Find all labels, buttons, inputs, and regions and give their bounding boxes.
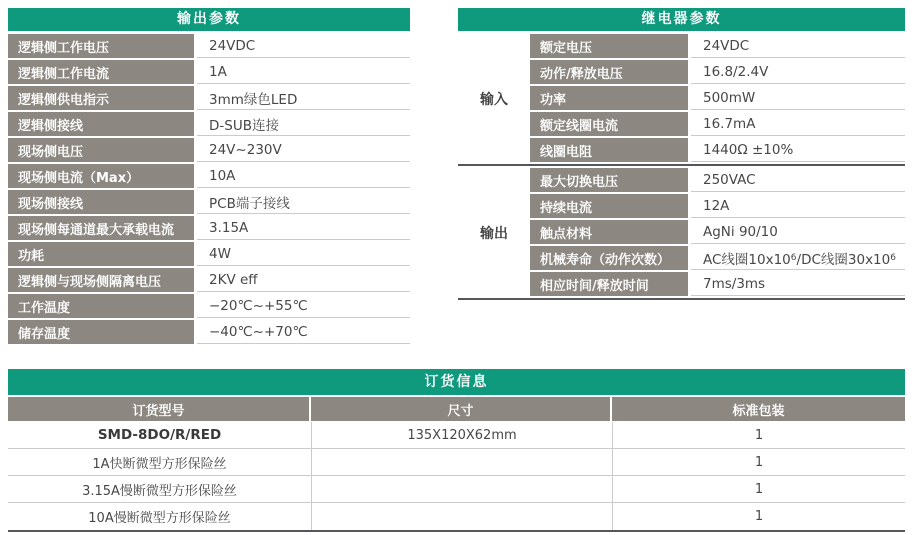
- param-value: 24VDC: [197, 34, 410, 58]
- param-value: 24V~230V: [197, 138, 410, 162]
- param-label: 相应时间/释放时间: [530, 272, 688, 296]
- value-part: AC线圈10x10: [703, 251, 791, 268]
- group-name: 输出: [458, 168, 530, 298]
- param-row: [8, 190, 410, 214]
- param-label: 功耗: [8, 242, 194, 266]
- column-header-model: 订货型号: [8, 397, 309, 421]
- param-row: [530, 138, 905, 162]
- ordering-columns-header: [8, 397, 905, 421]
- param-value: 2KV eff: [197, 268, 410, 292]
- param-label: 功率: [530, 86, 688, 110]
- param-value: 1440Ω ±10%: [691, 138, 905, 162]
- param-value: 3mm绿色LED: [197, 86, 410, 110]
- cell-package: 1: [612, 422, 905, 448]
- param-value: 1A: [197, 60, 410, 84]
- param-label: 逻辑侧供电指示: [8, 86, 194, 110]
- cell-package: 1: [612, 449, 905, 475]
- param-label: 现场侧每通道最大承载电流: [8, 216, 194, 240]
- output-params-table: [8, 8, 410, 346]
- param-row: [8, 138, 410, 162]
- group-name: 输入: [458, 34, 530, 164]
- group-rows: [530, 168, 905, 298]
- param-label: 最大切换电压: [530, 168, 688, 192]
- param-label: 逻辑侧工作电压: [8, 34, 194, 58]
- param-value: 7ms/3ms: [691, 272, 905, 296]
- param-value: 12A: [691, 194, 905, 218]
- cell-model: 1A快断微型方形保险丝: [92, 456, 227, 472]
- param-row: [530, 60, 905, 84]
- param-label: 线圈电阻: [530, 138, 688, 162]
- table-row: [8, 449, 905, 476]
- param-label: 持续电流: [530, 194, 688, 218]
- ordering-info-title: 订货信息: [8, 369, 905, 395]
- cell-model: 3.15A慢断微型方形保险丝: [82, 483, 237, 499]
- param-label: 储存温度: [8, 320, 194, 344]
- cell-size: 135X120X62mm: [311, 422, 612, 448]
- value-part: /DC线圈30x10: [796, 251, 891, 268]
- cell-package: 1: [612, 476, 905, 502]
- param-row: [530, 86, 905, 110]
- param-row: [8, 268, 410, 292]
- group-rows: [530, 34, 905, 164]
- param-label: 触点材料: [530, 220, 688, 244]
- param-value: 10A: [197, 164, 410, 188]
- param-value: D-SUB连接: [197, 112, 410, 136]
- param-row: [530, 272, 905, 296]
- cell-model: SMD-8DO/R/RED: [97, 427, 222, 443]
- relay-group-input: [458, 34, 905, 164]
- cell-size: [311, 449, 612, 475]
- column-header-size: 尺寸: [311, 397, 610, 421]
- param-label: 逻辑侧与现场侧隔离电压: [8, 268, 194, 292]
- param-label: 机械寿命（动作次数）: [530, 246, 688, 270]
- cell-model: 10A慢断微型方形保险丝: [88, 511, 231, 526]
- param-row: [530, 34, 905, 58]
- cell-size: [311, 476, 612, 502]
- param-row: [8, 164, 410, 188]
- param-label: 动作/释放电压: [530, 60, 688, 84]
- param-row: [530, 220, 905, 244]
- param-row: [8, 60, 410, 84]
- param-value: 250VAC: [691, 168, 905, 192]
- param-value-mechanical-life: AC线圈10x10 6 /DC线圈30x10 6: [691, 246, 905, 270]
- param-value: −20℃~+55℃: [197, 294, 410, 318]
- param-value: 500mW: [691, 86, 905, 110]
- ordering-info-table: [8, 369, 905, 532]
- param-row: [530, 246, 905, 270]
- param-label: 逻辑侧接线: [8, 112, 194, 136]
- param-label: 额定电压: [530, 34, 688, 58]
- param-row: [8, 294, 410, 318]
- relay-group-output: [458, 164, 905, 298]
- param-label: 现场侧电压: [8, 138, 194, 162]
- table-row: [8, 476, 905, 503]
- param-row: [530, 112, 905, 136]
- column-header-package: 标准包装: [612, 397, 905, 421]
- table-row: [8, 422, 905, 449]
- table-row: [8, 503, 905, 530]
- param-label: 现场侧接线: [8, 190, 194, 214]
- param-row: [530, 168, 905, 192]
- param-label: 逻辑侧工作电流: [8, 60, 194, 84]
- param-row: [8, 34, 410, 58]
- ordering-rows: [8, 422, 905, 532]
- param-label: 现场侧电流（Max）: [8, 164, 194, 188]
- param-row: [8, 112, 410, 136]
- relay-groups: [458, 34, 905, 300]
- param-row: [8, 216, 410, 240]
- param-row: [8, 320, 410, 344]
- param-value: 24VDC: [691, 34, 905, 58]
- cell-package: 1: [612, 503, 905, 530]
- param-label: 工作温度: [8, 294, 194, 318]
- relay-params-table: [458, 8, 905, 300]
- param-value: AgNi 90/10: [691, 220, 905, 244]
- param-value: 3.15A: [197, 216, 410, 240]
- cell-size: [311, 503, 612, 530]
- param-value: −40℃~+70℃: [197, 320, 410, 344]
- relay-params-title: 继电器参数: [458, 8, 905, 31]
- output-params-title: 输出参数: [8, 8, 410, 31]
- param-row: [8, 86, 410, 110]
- param-value: 16.7mA: [691, 112, 905, 136]
- param-label: 额定线圈电流: [530, 112, 688, 136]
- param-row: [530, 194, 905, 218]
- param-value: PCB端子接线: [197, 190, 410, 214]
- param-value: 16.8/2.4V: [691, 60, 905, 84]
- param-value: 4W: [197, 242, 410, 266]
- param-row: [8, 242, 410, 266]
